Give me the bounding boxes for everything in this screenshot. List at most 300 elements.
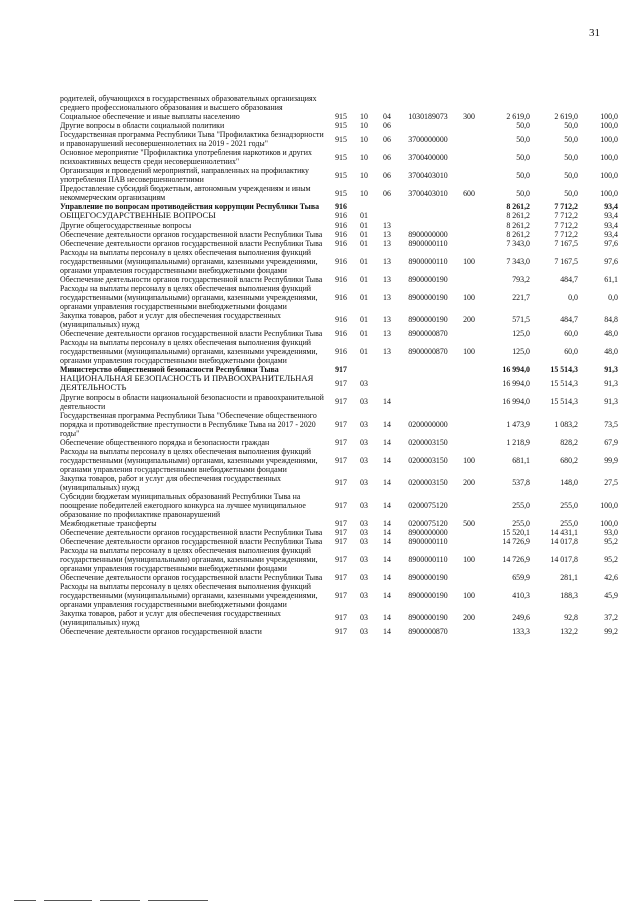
cell-vr: 200 — [463, 613, 475, 623]
row-name: Обеспечение деятельности органов государственной власти Республики Тыва — [60, 328, 323, 338]
cell-fact: 50,0 — [564, 134, 578, 144]
cell-vr — [457, 148, 481, 166]
cell-pr: 06 — [383, 134, 391, 144]
cell-rz: 10 — [360, 170, 368, 180]
cell-plan: 410,3 — [512, 590, 530, 600]
cell-plan: 571,5 — [512, 315, 530, 325]
cell-plan: 8 261,2 — [506, 202, 530, 211]
cell-fact: 7 712,2 — [554, 220, 578, 230]
cell-pr: 14 — [383, 572, 391, 582]
cell-percent: 100,0 — [600, 152, 618, 162]
cell-ved: 917 — [335, 500, 347, 510]
cell-csr: 0200075120 — [408, 500, 448, 510]
cell-ved: 915 — [335, 170, 347, 180]
row-name: Обеспечение деятельности органов государственной власти Республики Тыва — [60, 274, 323, 284]
cell-percent: 100,0 — [600, 170, 618, 180]
cell-pr: 14 — [383, 536, 391, 546]
cell-rz: 01 — [360, 211, 368, 221]
cell-pr: 14 — [383, 613, 391, 623]
row-name: Государственная программа Республики Тыва "Профилактика безнадзорности и правонарушений несовершеннолетних на 2019 - 2021 годы" — [60, 130, 324, 148]
row-name: Расходы на выплаты персоналу в целях обеспечения выполнения функций государственными (муниципальными) органами, казенными учреждениями, органами управления государственными внебюджетными фондами — [60, 247, 318, 275]
row-name: Социальное обеспечение и иные выплаты населению — [60, 112, 240, 121]
cell-plan: 8 261,2 — [506, 220, 530, 230]
table-row — [59, 184, 619, 202]
cell-vr — [457, 528, 481, 537]
cell-ved: 916 — [335, 202, 347, 211]
cell-plan: 8 261,2 — [506, 229, 530, 239]
cell-csr: 1030189073 — [408, 112, 448, 121]
cell-csr: 8900000190 — [408, 613, 448, 623]
cell-percent: 45,9 — [604, 590, 618, 600]
row-name: Субсидии бюджетам муниципальных образований Республики Тыва на поощрение победителей ежегодного конкурса на лучшее муниципальное образование по профилактике правонарушений — [60, 491, 306, 519]
table-row — [59, 311, 619, 329]
cell-plan: 50,0 — [516, 121, 530, 130]
cell-plan: 255,0 — [512, 518, 530, 528]
cell-vr: 200 — [463, 478, 475, 488]
table-row — [59, 609, 619, 627]
cell-plan: 14 726,9 — [502, 554, 530, 564]
cell-fact: 484,7 — [560, 315, 578, 325]
cell-csr: 8900000110 — [408, 238, 448, 248]
cell-csr: 8900000110 — [408, 554, 448, 564]
cell-percent: 100,0 — [600, 121, 618, 130]
cell-plan: 1 473,9 — [506, 419, 530, 429]
cell-vr — [457, 230, 481, 239]
cell-percent: 73,5 — [604, 419, 618, 429]
cell-plan: 133,3 — [512, 626, 530, 636]
row-name: Государственная программа Республики Тыва "Обеспечение общественного порядка и противодействие преступности в Республике Тыва на 2017 - 2020 годы" — [60, 410, 317, 438]
cell-ved: 917 — [335, 572, 347, 582]
cell-pr: 06 — [383, 152, 391, 162]
cell-ved: 916 — [335, 346, 347, 356]
cell-plan: 7 343,0 — [506, 256, 530, 266]
cell-ved: 916 — [335, 220, 347, 230]
cell-rz: 01 — [360, 229, 368, 239]
row-name: Обеспечение деятельности органов государственной власти Республики Тыва — [60, 238, 323, 248]
cell-pr — [375, 94, 399, 112]
cell-percent: 95,2 — [604, 536, 618, 546]
cell-pr: 13 — [383, 256, 391, 266]
table-row — [59, 239, 619, 248]
cell-fact: 50,0 — [564, 121, 578, 130]
cell-csr: 0200000000 — [408, 419, 448, 429]
cell-rz: 03 — [360, 478, 368, 488]
cell-pr: 13 — [383, 274, 391, 284]
cell-percent: 61,1 — [604, 274, 618, 284]
cell-fact: 14 431,1 — [550, 527, 578, 537]
cell-rz: 03 — [360, 419, 368, 429]
cell-csr: 0200003150 — [408, 437, 448, 447]
cell-pr: 14 — [383, 527, 391, 537]
cell-rz: 10 — [360, 152, 368, 162]
cell-fact: 132,2 — [560, 626, 578, 636]
cell-plan: 125,0 — [512, 346, 530, 356]
cell-rz: 01 — [360, 292, 368, 302]
cell-ved: 915 — [335, 134, 347, 144]
cell-percent: 100,0 — [600, 188, 618, 198]
cell-percent: 48,0 — [604, 346, 618, 356]
cell-rz: 01 — [360, 346, 368, 356]
cell-percent: 93,4 — [604, 220, 618, 230]
cell-csr: 8900000190 — [408, 292, 448, 302]
cell-fact: 7 712,2 — [554, 202, 578, 211]
cell-pr — [375, 211, 399, 221]
cell-rz: 03 — [360, 455, 368, 465]
cell-fact: 828,2 — [560, 437, 578, 447]
cell-percent: 100,0 — [600, 500, 618, 510]
table-row — [59, 528, 619, 537]
row-name: Основное мероприятие "Профилактика употребления наркотиков и других психоактивных веществ среди несовершеннолетних" — [60, 148, 312, 166]
cell-csr: 3700403010 — [408, 170, 448, 180]
cell-vr: 100 — [463, 590, 475, 600]
cell-rz: 01 — [360, 274, 368, 284]
cell-percent: 97,6 — [604, 238, 618, 248]
cell-pr: 06 — [383, 170, 391, 180]
cell-ved: 916 — [335, 229, 347, 239]
cell-vr — [457, 211, 481, 221]
cell-percent: 48,0 — [604, 328, 618, 338]
cell-fact: 255,0 — [560, 500, 578, 510]
cell-percent: 93,0 — [604, 527, 618, 537]
cell-rz: 03 — [360, 500, 368, 510]
cell-ved: 916 — [335, 315, 347, 325]
row-name: Управление по вопросам противодействия коррупции Республики Тыва — [60, 202, 320, 211]
cell-rz: 10 — [360, 121, 368, 130]
cell-csr: 8900000190 — [408, 274, 448, 284]
table-row — [59, 573, 619, 582]
row-name: Организация и проведений мероприятий, направленных на профилактику употребления ПАВ несовершеннолетними — [60, 166, 309, 184]
cell-percent: 0,0 — [608, 292, 618, 302]
cell-percent: 37,2 — [604, 613, 618, 623]
cell-csr: 3700400000 — [408, 152, 448, 162]
cell-csr — [399, 221, 457, 230]
cell-ved: 917 — [335, 419, 347, 429]
cell-pr: 13 — [383, 315, 391, 325]
row-name: Закупка товаров, работ и услуг для обеспечения государственных (муниципальных) нужд — [60, 608, 281, 627]
cell-rz: 03 — [360, 397, 368, 407]
cell-fact: 7 712,2 — [554, 229, 578, 239]
cell-pr: 06 — [383, 121, 391, 130]
cell-percent: 93,4 — [604, 202, 618, 211]
cell-fact — [531, 94, 579, 112]
cell-rz: 03 — [360, 590, 368, 600]
cell-ved: 917 — [335, 626, 347, 636]
cell-pr: 14 — [383, 554, 391, 564]
cell-pr: 14 — [383, 419, 391, 429]
cell-ved: 917 — [335, 397, 347, 407]
cell-rz: 10 — [360, 188, 368, 198]
cell-vr: 100 — [463, 346, 475, 356]
cell-ved: 917 — [335, 364, 347, 374]
cell-plan: 14 726,9 — [502, 536, 530, 546]
cell-csr: 8900000000 — [408, 229, 448, 239]
cell-csr — [399, 365, 457, 374]
cell-fact: 1 083,2 — [554, 419, 578, 429]
row-name: родителей, обучающихся в государственных образовательных организациях среднего профессионального образования и высшего образования — [60, 94, 317, 112]
cell-ved: 917 — [335, 613, 347, 623]
cell-vr: 200 — [463, 315, 475, 325]
table-row — [59, 112, 619, 121]
cell-fact: 0,0 — [568, 292, 578, 302]
cell-rz: 03 — [360, 378, 368, 388]
cell-plan: 2 619,0 — [506, 112, 530, 121]
cell-percent: 84,8 — [604, 315, 618, 325]
cell-rz: 01 — [360, 256, 368, 266]
cell-fact: 15 514,3 — [550, 364, 578, 374]
cell-rz: 01 — [360, 238, 368, 248]
cell-percent: 97,6 — [604, 256, 618, 266]
cell-csr: 8900000870 — [408, 328, 448, 338]
row-name: ОБЩЕГОСУДАРСТВЕННЫЕ ВОПРОСЫ — [60, 210, 216, 220]
cell-fact: 14 017,8 — [550, 554, 578, 564]
row-name: Обеспечение деятельности органов государственной власти Республики Тыва — [60, 527, 323, 537]
table-row — [59, 338, 619, 365]
row-name: Закупка товаров, работ и услуг для обеспечения государственных (муниципальных) нужд — [60, 473, 281, 492]
cell-pr: 14 — [383, 478, 391, 488]
cell-fact: 60,0 — [564, 328, 578, 338]
cell-percent: 67,9 — [604, 437, 618, 447]
cell-vr: 100 — [463, 256, 475, 266]
cell-fact: 281,1 — [560, 572, 578, 582]
cell-ved: 915 — [335, 112, 347, 121]
cell-vr: 100 — [463, 292, 475, 302]
cell-csr — [399, 393, 457, 411]
cell-csr: 0200003150 — [408, 455, 448, 465]
cell-vr — [457, 374, 481, 393]
cell-fact: 484,7 — [560, 274, 578, 284]
cell-ved: 916 — [335, 274, 347, 284]
table-row — [59, 519, 619, 528]
table-row — [59, 211, 619, 221]
cell-csr — [399, 374, 457, 393]
cell-vr — [457, 492, 481, 519]
cell-percent: 42,6 — [604, 572, 618, 582]
cell-vr — [457, 573, 481, 582]
cell-rz: 03 — [360, 536, 368, 546]
cell-vr — [457, 627, 481, 636]
cell-fact: 255,0 — [560, 518, 578, 528]
cell-ved: 916 — [335, 328, 347, 338]
cell-rz: 01 — [360, 328, 368, 338]
page-bottom-edge — [0, 895, 639, 905]
table-row — [59, 374, 619, 393]
cell-plan: 1 218,9 — [506, 437, 530, 447]
cell-fact: 148,0 — [560, 478, 578, 488]
cell-fact: 15 514,3 — [550, 378, 578, 388]
cell-vr: 600 — [463, 188, 475, 198]
cell-fact: 92,8 — [564, 613, 578, 623]
cell-pr: 14 — [383, 437, 391, 447]
cell-ved — [329, 94, 353, 112]
cell-fact: 2 619,0 — [554, 112, 578, 121]
cell-percent — [579, 94, 619, 112]
row-name: Закупка товаров, работ и услуг для обеспечения государственных (муниципальных) нужд — [60, 310, 281, 329]
cell-csr: 8900000110 — [408, 256, 448, 266]
cell-plan: 537,8 — [512, 478, 530, 488]
cell-vr — [457, 411, 481, 438]
cell-vr — [457, 121, 481, 130]
cell-vr — [457, 393, 481, 411]
row-name: Межбюджетные трансферты — [60, 518, 157, 528]
row-name: Расходы на выплаты персоналу в целях обеспечения выполнения функций государственными (муниципальными) органами, казенными учреждениями, органами управления государственными внебюджетными фондами — [60, 545, 318, 573]
cell-plan: 255,0 — [512, 500, 530, 510]
cell-percent: 95,2 — [604, 554, 618, 564]
cell-pr: 13 — [383, 328, 391, 338]
table-row — [59, 411, 619, 438]
budget-table-body — [59, 94, 619, 636]
table-row — [59, 230, 619, 239]
row-name: Обеспечение общественного порядка и безопасности граждан — [60, 437, 270, 447]
cell-vr: 100 — [463, 455, 475, 465]
cell-rz: 03 — [360, 518, 368, 528]
cell-fact: 7 712,2 — [554, 211, 578, 221]
cell-plan: 125,0 — [512, 328, 530, 338]
cell-rz: 10 — [360, 134, 368, 144]
cell-csr: 8900000190 — [408, 315, 448, 325]
row-name: Обеспечение деятельности органов государственной власти Республики Тыва — [60, 229, 323, 239]
cell-csr: 0200003150 — [408, 478, 448, 488]
cell-ved: 917 — [335, 554, 347, 564]
cell-fact: 50,0 — [564, 188, 578, 198]
table-row — [59, 329, 619, 338]
table-row — [59, 94, 619, 112]
cell-vr — [457, 365, 481, 374]
cell-percent: 100,0 — [600, 518, 618, 528]
bottom-rule — [14, 900, 36, 901]
row-name: Другие общегосударственные вопросы — [60, 220, 192, 230]
cell-vr — [457, 537, 481, 546]
cell-pr: 06 — [383, 188, 391, 198]
table-row — [59, 627, 619, 636]
cell-csr: 8900000110 — [408, 536, 448, 546]
cell-ved: 917 — [335, 378, 347, 388]
cell-pr: 13 — [383, 238, 391, 248]
cell-plan — [481, 94, 531, 112]
cell-percent: 91,3 — [604, 378, 618, 388]
cell-rz: 01 — [360, 315, 368, 325]
cell-pr: 04 — [383, 112, 391, 121]
cell-fact: 7 167,5 — [554, 256, 578, 266]
cell-csr — [399, 211, 457, 221]
table-row — [59, 275, 619, 284]
cell-plan: 8 261,2 — [506, 211, 530, 221]
cell-fact: 7 167,5 — [554, 238, 578, 248]
cell-fact: 15 514,3 — [550, 397, 578, 407]
table-row — [59, 447, 619, 474]
cell-ved: 916 — [335, 256, 347, 266]
cell-pr — [375, 365, 399, 374]
table-row — [59, 121, 619, 130]
cell-percent: 93,4 — [604, 211, 618, 221]
cell-rz: 03 — [360, 613, 368, 623]
cell-csr — [399, 121, 457, 130]
cell-ved: 917 — [335, 536, 347, 546]
cell-plan: 16 994,0 — [502, 378, 530, 388]
cell-rz — [353, 94, 375, 112]
table-row — [59, 166, 619, 184]
cell-pr: 13 — [383, 346, 391, 356]
cell-csr: 0200075120 — [408, 518, 448, 528]
row-name: Обеспечение деятельности органов государственной власти Республики Тыва — [60, 572, 323, 582]
table-row — [59, 284, 619, 311]
cell-ved: 915 — [335, 121, 347, 130]
cell-ved: 916 — [335, 211, 347, 221]
cell-rz: 01 — [360, 220, 368, 230]
cell-rz: 03 — [360, 437, 368, 447]
cell-percent: 27,5 — [604, 478, 618, 488]
table-row — [59, 148, 619, 166]
table-row — [59, 248, 619, 275]
row-name: Расходы на выплаты персоналу в целях обеспечения выполнения функций государственными (муниципальными) органами, казенными учреждениями, органами управления государственными внебюджетными фондами — [60, 337, 318, 365]
cell-plan: 50,0 — [516, 152, 530, 162]
cell-rz: 03 — [360, 527, 368, 537]
cell-percent: 99,9 — [604, 455, 618, 465]
cell-pr: 14 — [383, 626, 391, 636]
cell-plan: 50,0 — [516, 170, 530, 180]
row-name: Министерство общественной безопасности Республики Тыва — [60, 364, 279, 374]
cell-plan: 793,2 — [512, 274, 530, 284]
row-name: Расходы на выплаты персоналу в целях обеспечения выполнения функций государственными (муниципальными) органами, казенными учреждениями, органами управления государственными внебюджетными фондами — [60, 581, 318, 609]
table-row — [59, 582, 619, 609]
bottom-rule — [100, 900, 140, 901]
cell-rz: 10 — [360, 112, 368, 121]
cell-vr — [457, 239, 481, 248]
cell-pr: 14 — [383, 455, 391, 465]
cell-pr: 13 — [383, 220, 391, 230]
cell-plan: 249,6 — [512, 613, 530, 623]
cell-fact: 50,0 — [564, 152, 578, 162]
table-row — [59, 474, 619, 492]
cell-ved: 917 — [335, 455, 347, 465]
cell-rz — [353, 365, 375, 374]
row-name: Предоставление субсидий бюджетным, автономным учреждениям и иным некоммерческим организациям — [60, 184, 311, 202]
cell-plan: 221,7 — [512, 292, 530, 302]
cell-pr: 14 — [383, 500, 391, 510]
cell-ved: 917 — [335, 437, 347, 447]
row-name: Обеспечение деятельности органов государственной власти Республики Тыва — [60, 536, 323, 546]
cell-csr: 3700000000 — [408, 134, 448, 144]
cell-pr: 14 — [383, 518, 391, 528]
cell-vr: 100 — [463, 554, 475, 564]
cell-csr: 8900000870 — [408, 626, 448, 636]
cell-rz — [353, 202, 375, 211]
cell-csr: 8900000000 — [408, 527, 448, 537]
cell-csr: 8900000190 — [408, 572, 448, 582]
cell-plan: 7 343,0 — [506, 238, 530, 248]
cell-vr — [457, 166, 481, 184]
row-name: Расходы на выплаты персоналу в целях обеспечения выполнения функций государственными (муниципальными) органами, казенными учреждениями, органами управления государственными внебюджетными фондами — [60, 283, 318, 311]
cell-csr — [399, 202, 457, 211]
table-row — [59, 130, 619, 148]
cell-vr — [457, 275, 481, 284]
table-row — [59, 221, 619, 230]
cell-vr — [457, 221, 481, 230]
cell-csr: 8900000190 — [408, 590, 448, 600]
cell-plan: 16 994,0 — [502, 364, 530, 374]
cell-fact: 14 017,8 — [550, 536, 578, 546]
cell-ved: 917 — [335, 527, 347, 537]
cell-plan: 50,0 — [516, 188, 530, 198]
cell-pr — [375, 202, 399, 211]
cell-ved: 915 — [335, 188, 347, 198]
cell-fact: 680,2 — [560, 455, 578, 465]
table-row — [59, 492, 619, 519]
cell-vr — [457, 130, 481, 148]
table-row — [59, 393, 619, 411]
cell-percent: 100,0 — [600, 134, 618, 144]
cell-rz: 03 — [360, 554, 368, 564]
cell-vr — [457, 202, 481, 211]
